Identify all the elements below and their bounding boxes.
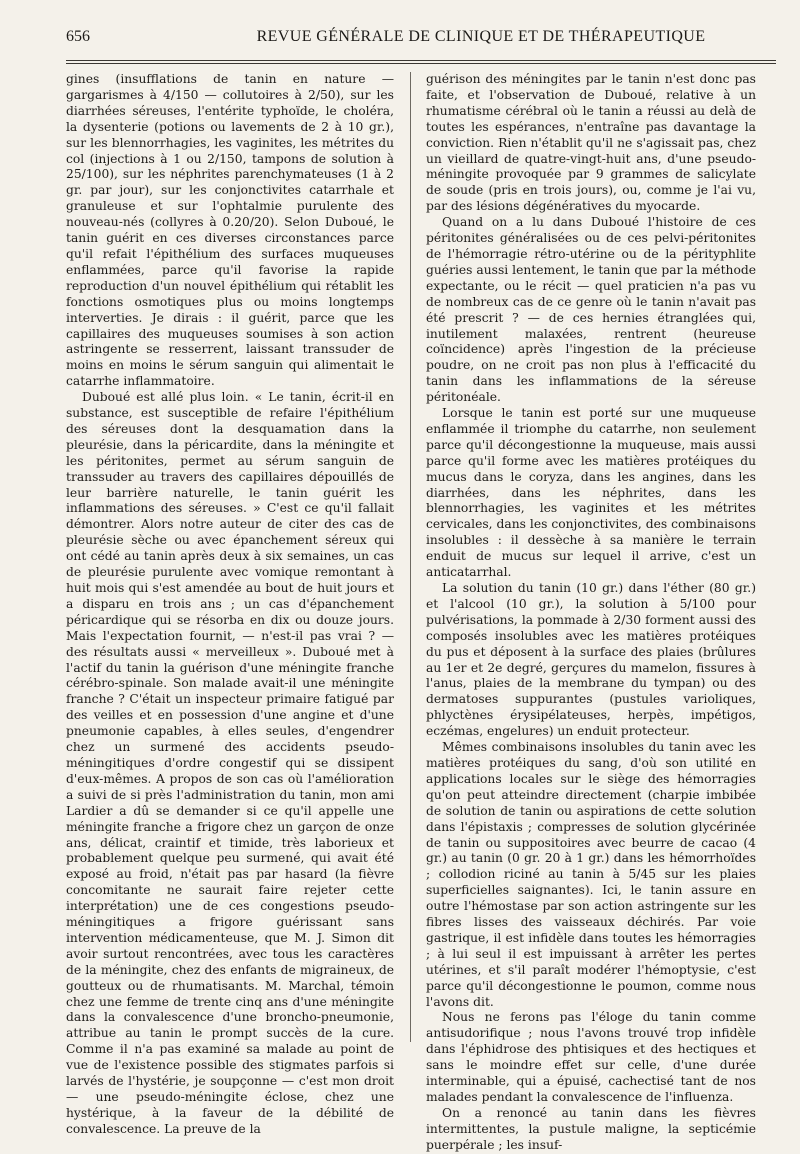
paragraph: Mêmes combinaisons insolubles du tanin avec les matières protéiques du sang, d'où son utilité en applications locales sur le siège des hémorragies qu'on peut atteindre directement (charpie imbibée de solution de tanin ou aspirations de cette solution dans l'épistaxis ; compresses de solution glycérinée de tanin ou suppositoires avec beurre de cacao (4 gr.) au tanin (0 gr. 20 à 1 gr.) dans les hémorrhoïdes ; collodion riciné au tanin à 5/45 sur les plaies superficielles saignantes). Ici, le tanin assure en outre l'hémostase par son action astringente sur les fibres lisses des vaisseaux déchirés. Par voie gastrique, il est infidèle dans toutes les hémorragies ; à lui seul il est impuissant à arrêter les pertes utérines, et s'il paraît modérer l'hémoptysie, c'est parce qu'il décongestionne le poumon, comme nous l'avons dit. [426, 740, 756, 1009]
paragraph: Lorsque le tanin est porté sur une muqueuse enflammée il triomphe du catarrhe, non seulement parce qu'il décongestionne la muqueuse, mais aussi parce qu'il forme avec les matières protéiques du mucus dans le coryza, dans les angines, dans les diarrhées, dans les néphrites, dans les blennorrhagies, les vaginites et les métrites cervicales, dans les conjonctivites, des combinaisons insolubles : il dessèche à sa manière le terrain enduit de mucus sur lequel il arrive, c'est un anticatarrhal. [426, 406, 756, 580]
paragraph: On a renoncé au tanin dans les fièvres intermittentes, la pustule maligne, la septicémie puerpérale ; les insuf- [426, 1105, 756, 1152]
paragraph: La solution du tanin (10 gr.) dans l'éther (80 gr.) et l'alcool (10 gr.), la solution à 5/100 pour pulvérisations, la pommade à 2/30 forment aussi des composés insolubles avec les matières protéiques du pus et déposent à la surface des plaies (brûlures au 1er et 2e degré, gerçures du mamelon, fissures à l'anus, plaies de la membrane du tympan) ou des dermatoses suppurantes (pustules varioliques, phlyctènes érysipélateuses, herpès, impétigos, eczémas, engelures) un enduit protecteur. [426, 581, 756, 739]
header-rule [66, 60, 776, 64]
column-divider [410, 72, 411, 1042]
running-title: REVUE GÉNÉRALE DE CLINIQUE ET DE THÉRAPEUTIQUE [256, 28, 706, 45]
paragraph: Quand on a lu dans Duboué l'histoire de ces péritonites généralisées ou de ces pelvi-péritonites de l'hémorragie rétro-utérine ou de la pérityphlite guéries aussi lentement, le tanin que par la méthode expectante, ou le récit — quel praticien n'a pas vu de nombreux cas de ce genre où le tanin n'avait pas été prescrit ? — de ces hernies étranglées qui, inutilement malaxées, rentrent (heureuse coïncidence) après l'ingestion de la précieuse poudre, on ne croit pas non plus à l'efficacité du tanin dans les inflammations de la séreuse péritonéale. [426, 215, 756, 405]
paragraph: Nous ne ferons pas l'éloge du tanin comme antisudorifique ; nous l'avons trouvé trop infidèle dans l'éphidrose des phtisiques et des hectiques et sans le moindre effet sur celle, d'une durée interminable, qui a épuisé, cachectisé tant de nos malades pendant la convalescence de l'influenza. [426, 1010, 756, 1104]
right-column [426, 72, 756, 1152]
page-header [66, 26, 776, 54]
paragraph: guérison des méningites par le tanin n'est donc pas faite, et l'observation de Duboué, relative à un rhumatisme cérébral où le tanin a réussi au delà de toutes les espérances, n'entraîne pas davantage la conviction. Rien n'établit qu'il ne s'agissait pas, chez un vieillard de quatre-vingt-huit ans, d'une pseudo-méningite provoquée par 9 grammes de salicylate de soude (pris en trois jours), ou, comme je l'ai vu, par des lésions dégénératives du myocarde. [426, 72, 756, 214]
text-columns [66, 72, 776, 1152]
paragraph: gines (insufflations de tanin en nature — gargarismes à 4/150 — collutoires à 2/50), sur les diarrhées séreuses, l'entérite typhoïde, le choléra, la dysenterie (potions ou lavements de 2 à 10 gr.), sur les blennorrhagies, les vaginites, les métrites du col (injections à 1 ou 2/150, tampons de solution à 25/100), sur les néphrites parenchymateuses (1 à 2 gr. par jour), sur les conjonctivites catarrhale et granuleuse et sur l'ophtalmie purulente des nouveau-nés (collyres à 0.20/20). Selon Duboué, le tanin guérit en ces diverses circonstances parce qu'il refait l'épithélium des surfaces muqueuses enflammées, parce qu'il favorise la rapide reproduction d'un nouvel épithélium qui rétablit les fonctions osmotiques plus ou moins longtemps interverties. Je dirais : il guérit, parce que les capillaires des muqueuses soumises à son action astringente se resserrent, laissant transsuder de moins en moins le sérum sanguin qui alimentait le catarrhe inflammatoire. [66, 72, 394, 389]
left-column [66, 72, 394, 1136]
paragraph: Duboué est allé plus loin. « Le tanin, écrit-il en substance, est susceptible de refaire l'épithélium des séreuses dont la desquamation dans la pleurésie, dans la péricardite, dans la méningite et les péritonites, permet au sérum sanguin de transsuder au travers des capillaires dépouillés de leur barrière naturelle, le tanin guérit les inflammations des séreuses. » C'est ce qu'il fallait démontrer. Alors notre auteur de citer des cas de pleurésie sèche ou avec épanchement séreux qui ont cédé au tanin après deux à six semaines, un cas de pleurésie purulente avec vomique remontant à huit mois qui s'est amendée au bout de huit jours et a disparu en trois ans ; un cas d'épanchement péricardique qui se résorba en dix ou douze jours. Mais l'expectation fournit, — n'est-il pas vrai ? — des résultats aussi « merveilleux ». Duboué met à l'actif du tanin la guérison d'une méningite franche cérébro-spinale. Son malade avait-il une méningite franche ? C'était un inspecteur primaire fatigué par des veilles et en possession d'une angine et d'une pneumonie capables, à elles seules, d'engendrer chez un surmené des accidents pseudo-méningitiques d'ordre congestif qui se dissipent d'eux-mêmes. A propos de son cas où l'amélioration a suivi de si près l'administration du tanin, mon ami Lardier a dû se demander si ce qu'il appelle une méningite franche a frigore chez un garçon de onze ans, délicat, craintif et timide, très laborieux et probablement quelque peu surmené, qui avait été exposé au froid, n'était pas par hasard (la fièvre concomitante ne saurait faire rejeter cette interprétation) une de ces congestions pseudo-méningitiques a frigore guérissant sans intervention médicamenteuse, que M. J. Simon dit avoir surtout rencontrées, avec tous les caractères de la méningite, chez des enfants de migraineux, de goutteux ou de rhumatisants. M. Marchal, témoin chez une femme de trente cinq ans d'une méningite dans la convalescence d'une broncho-pneumonie, attribue au tanin le prompt succès de la cure. Comme il n'a pas examiné sa malade au point de vue de l'existence possible des stigmates parfois si larvés de l'hystérie, je soupçonne — c'est mon droit — une pseudo-méningite éclose, chez une hystérique, à la faveur de la débilité de convalescence. La preuve de la [66, 390, 394, 1136]
page-number: 656 [66, 28, 90, 45]
